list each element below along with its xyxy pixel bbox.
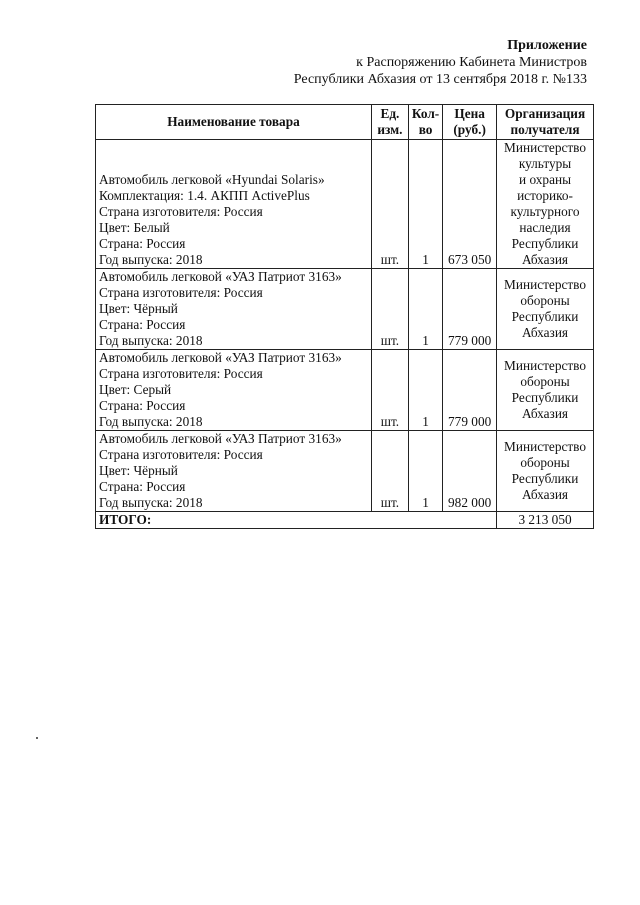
unit: шт.	[380, 495, 400, 510]
qty-cell	[408, 269, 442, 350]
table-row	[96, 350, 594, 431]
appendix-title: Приложение	[507, 38, 587, 53]
line: обороны	[520, 374, 570, 389]
scan-speck	[36, 737, 38, 739]
line: Абхазия	[522, 406, 569, 421]
line: культуры	[518, 156, 572, 171]
line: Цвет: Чёрный	[99, 301, 178, 316]
line: Год выпуска: 2018	[99, 414, 203, 429]
item-name-cell	[96, 269, 372, 350]
line: Страна: Россия	[99, 317, 186, 332]
col-name: Наименование товара	[96, 105, 372, 140]
line: Министерство	[504, 140, 587, 155]
qty: 1	[422, 495, 429, 510]
org-cell	[497, 140, 594, 269]
appendix-header	[294, 37, 587, 88]
item-name-cell	[96, 140, 372, 269]
table-header-row	[96, 105, 594, 140]
qty: 1	[422, 252, 429, 267]
total-label: ИТОГО:	[96, 512, 497, 529]
line: Страна изготовителя: Россия	[99, 285, 263, 300]
org-cell	[497, 269, 594, 350]
table-row	[96, 269, 594, 350]
price-cell	[443, 350, 497, 431]
line: обороны	[520, 293, 570, 308]
price-cell	[443, 431, 497, 512]
qty: 1	[422, 333, 429, 348]
line: обороны	[520, 455, 570, 470]
line: Цвет: Серый	[99, 382, 172, 397]
line: Цвет: Белый	[99, 220, 170, 235]
org-cell	[497, 431, 594, 512]
table-row	[96, 140, 594, 269]
line: Автомобиль легковой «УАЗ Патриот 3163»	[99, 350, 342, 365]
line: Республики	[511, 236, 579, 251]
appendix-line-1: к Распоряжению Кабинета Министров	[356, 55, 587, 70]
line: наследия	[519, 220, 571, 235]
item-name-cell	[96, 350, 372, 431]
line: Год выпуска: 2018	[99, 252, 203, 267]
line: Страна изготовителя: Россия	[99, 366, 263, 381]
line: Абхазия	[522, 252, 569, 267]
line: Год выпуска: 2018	[99, 495, 203, 510]
unit: шт.	[380, 414, 400, 429]
price: 982 000	[448, 495, 492, 510]
col-price: Цена (руб.)	[443, 105, 497, 140]
goods-table	[95, 104, 594, 529]
price-cell	[443, 140, 497, 269]
line: Автомобиль легковой «УАЗ Патриот 3163»	[99, 269, 342, 284]
qty-cell	[408, 140, 442, 269]
total-row	[96, 512, 594, 529]
line: Страна: Россия	[99, 236, 186, 251]
line: Абхазия	[522, 325, 569, 340]
line: Страна: Россия	[99, 398, 186, 413]
unit: шт.	[380, 333, 400, 348]
line: Республики	[511, 390, 579, 405]
line: Год выпуска: 2018	[99, 333, 203, 348]
item-name-cell	[96, 431, 372, 512]
line: Страна изготовителя: Россия	[99, 447, 263, 462]
col-qty: Кол-во	[408, 105, 442, 140]
qty-cell	[408, 431, 442, 512]
line: Страна: Россия	[99, 479, 186, 494]
line: Автомобиль легковой «УАЗ Патриот 3163»	[99, 431, 342, 446]
col-org: Организация получателя	[497, 105, 594, 140]
line: Цвет: Чёрный	[99, 463, 178, 478]
line: Автомобиль легковой «Hyundai Solaris»	[99, 172, 325, 187]
unit-cell	[371, 269, 408, 350]
appendix-line-2: Республики Абхазия от 13 сентября 2018 г. №133	[293, 72, 587, 87]
unit-cell	[371, 350, 408, 431]
col-unit: Ед. изм.	[371, 105, 408, 140]
qty: 1	[422, 414, 429, 429]
unit-cell	[371, 431, 408, 512]
price-cell	[443, 269, 497, 350]
table-row	[96, 431, 594, 512]
qty-cell	[408, 350, 442, 431]
line: и охраны	[519, 172, 572, 187]
line: Республики	[511, 309, 579, 324]
line: Республики	[511, 471, 579, 486]
org-cell	[497, 350, 594, 431]
line: Министерство	[504, 277, 587, 292]
line: Министерство	[504, 358, 587, 373]
line: историко-	[517, 188, 573, 203]
price: 673 050	[448, 252, 492, 267]
line: Абхазия	[522, 487, 569, 502]
price: 779 000	[448, 333, 492, 348]
total-value: 3 213 050	[497, 512, 594, 529]
line: Страна изготовителя: Россия	[99, 204, 263, 219]
line: Комплектация: 1.4. АКПП ActivePlus	[99, 188, 310, 203]
price: 779 000	[448, 414, 492, 429]
line: Министерство	[504, 439, 587, 454]
line: культурного	[510, 204, 580, 219]
unit-cell	[371, 140, 408, 269]
unit: шт.	[380, 252, 400, 267]
